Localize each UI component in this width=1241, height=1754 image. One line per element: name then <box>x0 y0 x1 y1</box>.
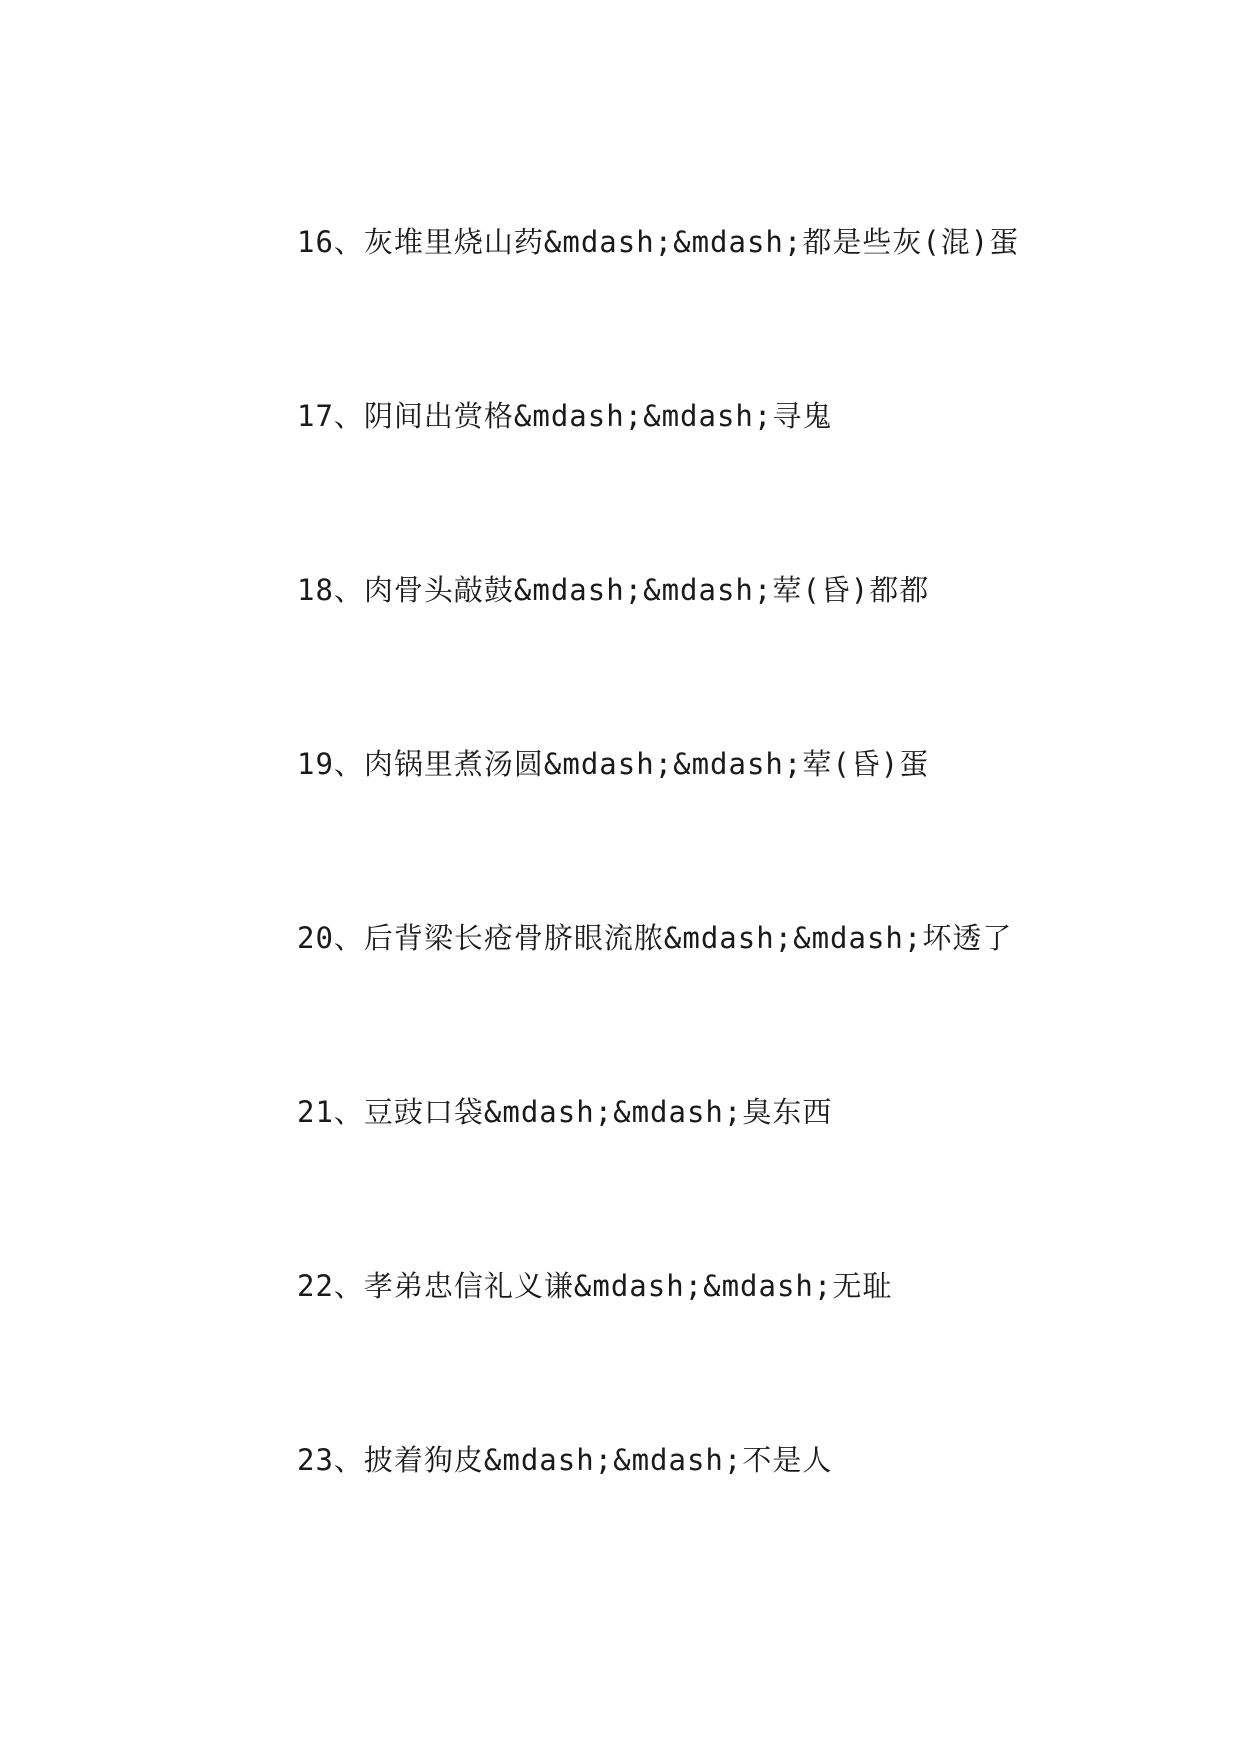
text-line-20: 20、后背梁长疮骨脐眼流脓&mdash;&mdash;坏透了 <box>297 921 1013 955</box>
text-line-22: 22、孝弟忠信礼义谦&mdash;&mdash;无耻 <box>297 1269 893 1303</box>
text-line-19: 19、肉锅里煮汤圆&mdash;&mdash;荤(昏)蛋 <box>297 747 930 781</box>
text-line-23: 23、披着狗皮&mdash;&mdash;不是人 <box>297 1443 833 1477</box>
text-line-16: 16、灰堆里烧山药&mdash;&mdash;都是些灰(混)蛋 <box>297 225 1020 259</box>
text-line-21: 21、豆豉口袋&mdash;&mdash;臭东西 <box>297 1095 833 1129</box>
text-line-17: 17、阴间出赏格&mdash;&mdash;寻鬼 <box>297 399 833 433</box>
text-line-18: 18、肉骨头敲鼓&mdash;&mdash;荤(昏)都都 <box>297 573 930 607</box>
